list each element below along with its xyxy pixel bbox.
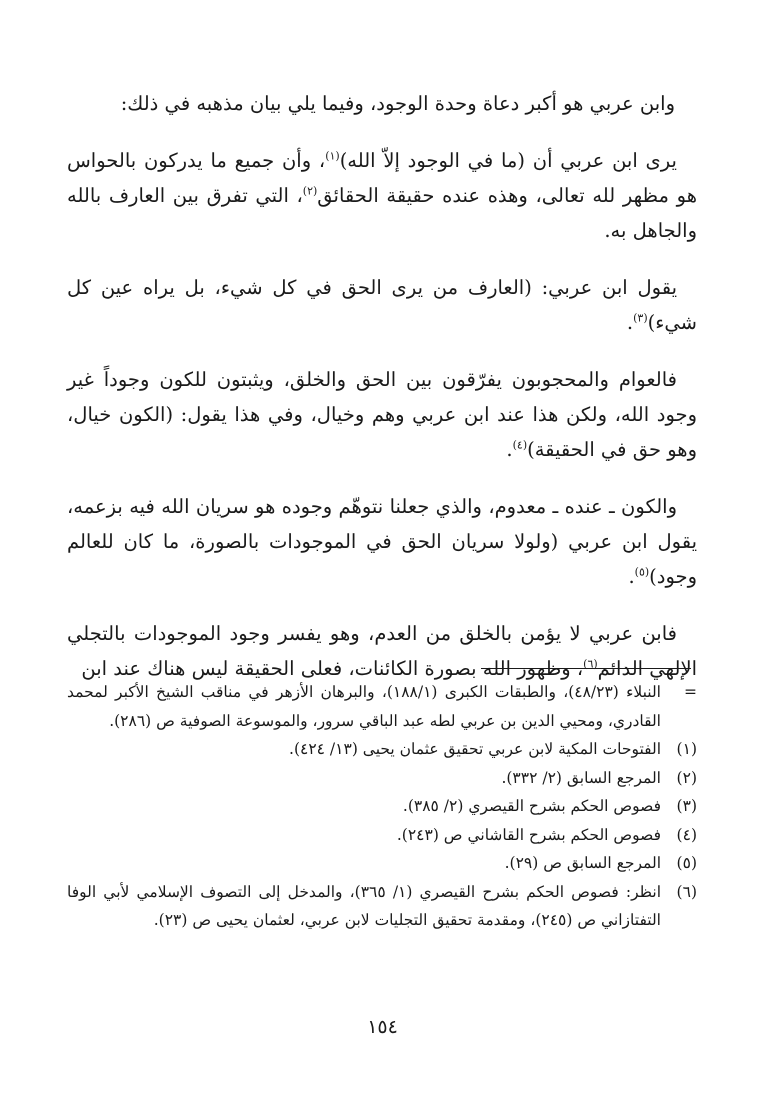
paragraph-ibn-arabi-view — [67, 143, 697, 248]
footnote-3 — [67, 792, 697, 821]
footnote-marker-6[interactable]: (٦) — [583, 657, 598, 671]
paragraph-text: يرى ابن عربي أن (ما في الوجود إلاّ الله) — [339, 149, 677, 172]
footnote-4 — [67, 821, 697, 850]
footnote-text: فصوص الحكم بشرح القيصري (٢/ ٣٨٥). — [402, 797, 661, 815]
page-number: ١٥٤ — [367, 1016, 398, 1038]
footnotes — [67, 678, 697, 935]
footnote-mark: (٦) — [676, 882, 697, 901]
footnote-6 — [67, 878, 697, 935]
footnote-2 — [67, 764, 697, 793]
footnote-text: فصوص الحكم بشرح القاشاني ص (٢٤٣). — [396, 825, 661, 844]
footnote-text: النبلاء (٤٨/٢٣)، والطبقات الكبرى (١٨٨/١)، والبرهان الأزهر في مناقب الشيخ الأكبر لمحمد القادري، ومحيي الدين بن عربي لطه عبد الباقي سرور، والموسوعة الصوفية ص (٢٨٦). — [67, 683, 661, 730]
footnote-marker-2[interactable]: (٢) — [302, 184, 318, 198]
paragraph-kawn — [67, 489, 697, 594]
paragraph-text: فالعوام والمحجوبون يفرّقون بين الحق والخلق، ويثبتون للكون وجوداً غير وجود الله، ولكن هذا عند ابن عربي وهم وخيال، وفي هذا يقول: (الكون خيال، وهو حق في الحقيقة) — [67, 368, 697, 461]
paragraph-text: . — [626, 311, 634, 334]
body-text — [67, 86, 697, 686]
footnote-text: المرجع السابق ص (٢٩). — [504, 854, 661, 872]
footnote-mark: (٢) — [676, 768, 697, 787]
paragraph-awam — [67, 362, 697, 467]
paragraph-text: فابن عربي لا يؤمن بالخلق من العدم، وهو يفسر وجود الموجودات بالتجلي الإلهي الدائم — [67, 622, 697, 680]
paragraph-text: ، وظهور الله بصورة الكائنات، فعلى الحقيقة ليس هناك عند ابن — [81, 657, 584, 680]
footnote-marker-5[interactable]: (٥) — [634, 565, 650, 579]
paragraph-khalq — [67, 616, 697, 686]
paragraph-text: . — [506, 438, 513, 461]
footnote-mark: (١) — [676, 740, 697, 758]
footnote-text: المرجع السابق (٢/ ٣٣٢). — [501, 768, 661, 787]
footnote-text: انظر: فصوص الحكم بشرح القيصري (١/ ٣٦٥)، والمدخل إلى التصوف الإسلامي لأبي الوفا التفتازاني ص (٢٤٥)، ومقدمة تحقيق التجليات لابن عربي، لعثمان يحيى ص (٢٣). — [67, 882, 662, 929]
paragraph-text: يقول ابن عربي: (العارف من يرى الحق في كل شيء، بل يراه عين كل شيء) — [67, 276, 697, 334]
footnote-marker-4[interactable]: (٤) — [512, 438, 528, 452]
paragraph-intro: وابن عربي هو أكبر دعاة وحدة الوجود، وفيما يلي بيان مذهبه في ذلك: — [120, 92, 675, 115]
footnote-marker-1[interactable]: (١) — [325, 149, 340, 163]
footnote-marker-3[interactable]: (٣) — [633, 311, 648, 325]
paragraph-arif-quote — [67, 270, 697, 340]
footnote-continuation — [67, 678, 697, 735]
footnote-text: الفتوحات المكية لابن عربي تحقيق عثمان يحيى (١٣/ ٤٢٤). — [289, 740, 661, 758]
footnote-5 — [67, 849, 697, 878]
footnote-mark: = — [684, 683, 697, 701]
footnote-mark: (٥) — [676, 854, 697, 872]
footnote-mark: (٤) — [676, 825, 697, 844]
paragraph-text: ، التي تفرق بين العارف بالله والجاهل به. — [67, 184, 697, 242]
footnote-separator — [481, 668, 691, 669]
footnote-mark: (٣) — [676, 797, 697, 815]
paragraph-text: ، وأن جميع ما يدركون بالحواس هو مظهر لله تعالى، وهذه عنده حقيقة الحقائق — [67, 149, 697, 207]
paragraph-text: . — [628, 565, 635, 588]
paragraph-text: والكون ـ عنده ـ معدوم، والذي جعلنا نتوهّم وجوده هو سريان الله فيه بزعمه، يقول ابن عربي (ولولا سريان الحق في الموجودات بالصورة، ما كان للعالم وجود) — [67, 495, 697, 588]
footnote-1 — [67, 735, 697, 764]
